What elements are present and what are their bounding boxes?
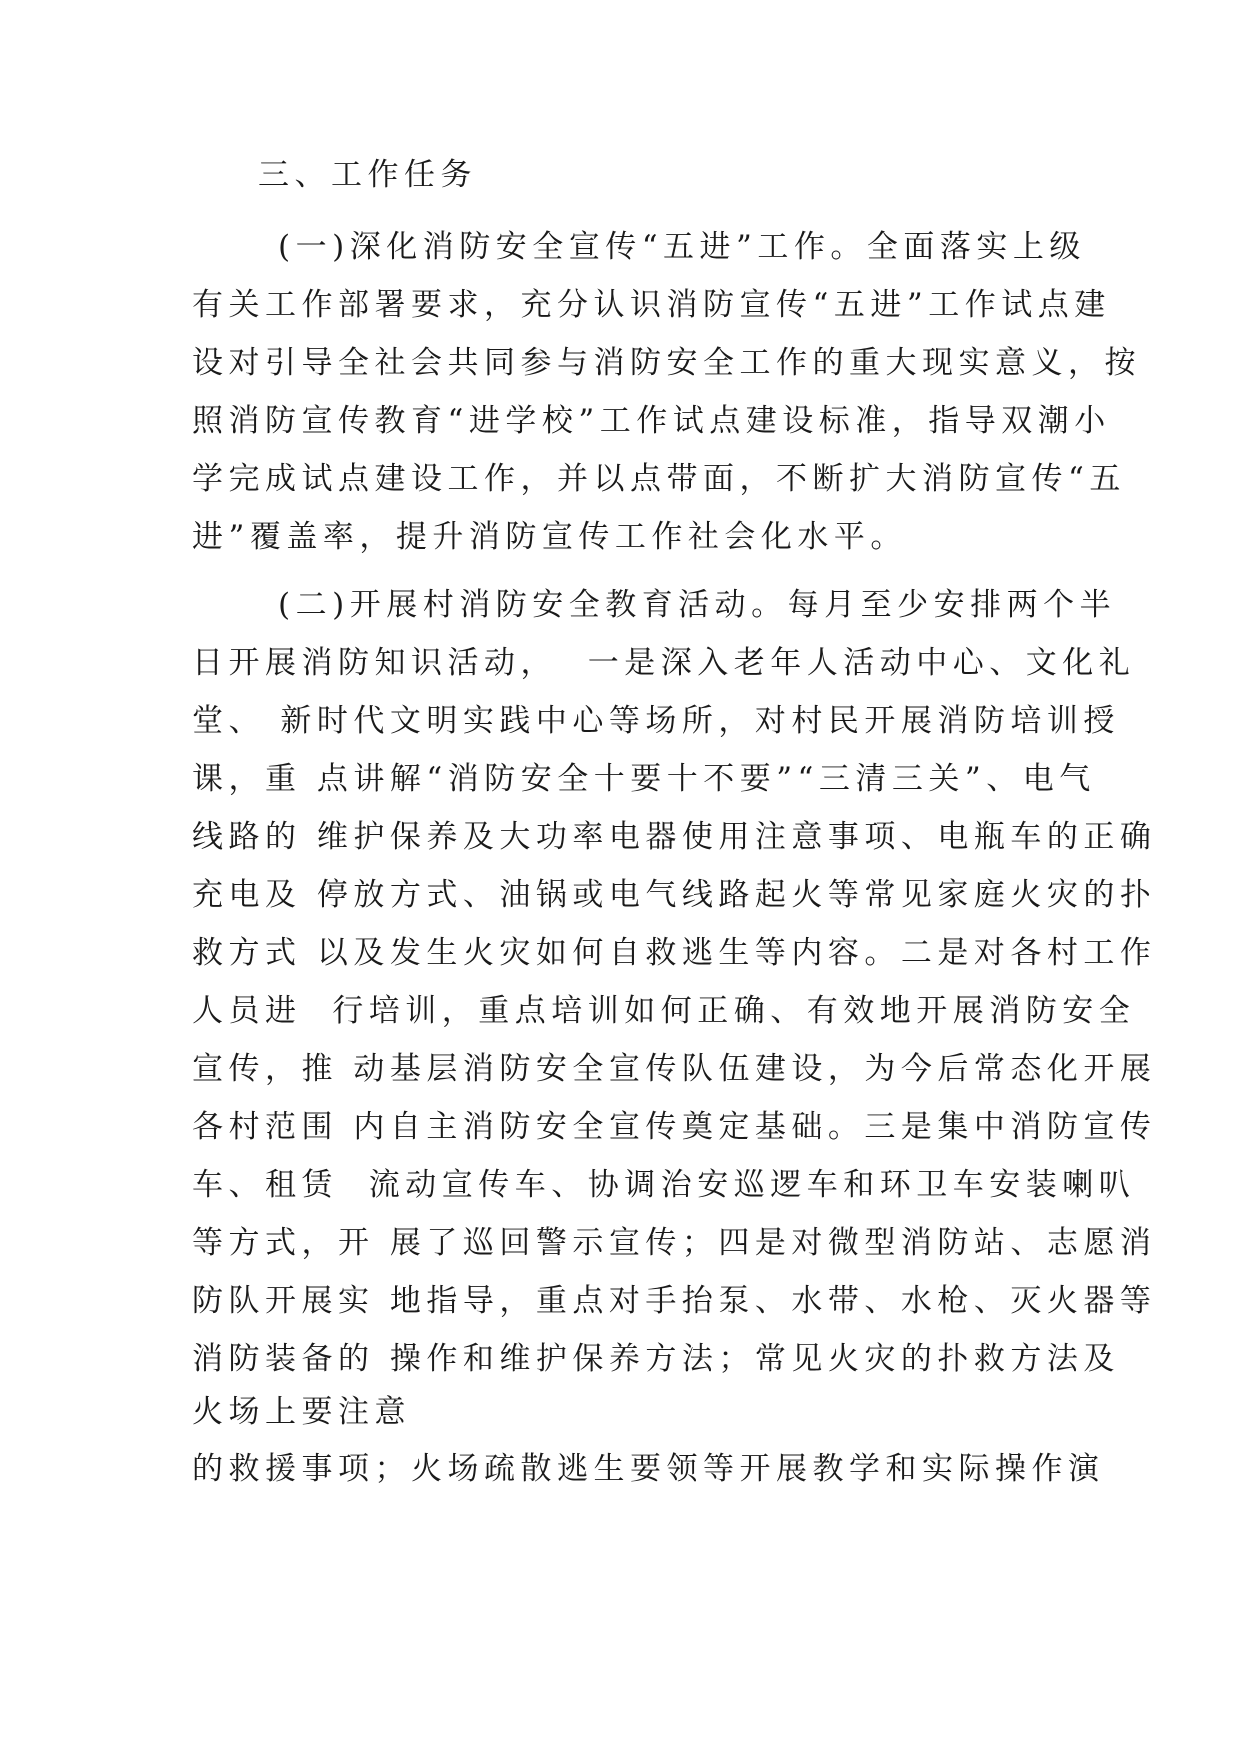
paragraph-line: 充电及 停放方式、油锅或电气线路起火等常见家庭火灾的扑 bbox=[192, 877, 1157, 913]
paragraph-line: (一)深化消防安全宣传“五进”工作。全面落实上级 bbox=[278, 229, 1086, 265]
section-heading: 三、工作任务 bbox=[258, 157, 477, 193]
paragraph-line: 有关工作部署要求，充分认识消防宣传“五进”工作试点建 bbox=[192, 287, 1111, 323]
paragraph-line: 日开展消防知识活动， 一是深入老年人活动中心、文化礼 bbox=[192, 645, 1136, 681]
paragraph-line: 堂、 新时代文明实践中心等场所，对村民开展消防培训授 bbox=[192, 703, 1120, 739]
paragraph-line: 人员进 行培训，重点培训如何正确、有效地开展消防安全 bbox=[192, 993, 1136, 1029]
paragraph-line: 照消防宣传教育“进学校”工作试点建设标准，指导双潮小 bbox=[192, 403, 1111, 439]
paragraph-line: 学完成试点建设工作，并以点带面，不断扩大消防宣传“五 bbox=[192, 461, 1126, 497]
paragraph-line: 设对引导全社会共同参与消防安全工作的重大现实意义，按 bbox=[192, 345, 1141, 381]
paragraph-line: 线路的 维护保养及大功率电器使用注意事项、电瓶车的正确 bbox=[192, 819, 1157, 855]
paragraph-line: 宣传，推 动基层消防安全宣传队伍建设，为今后常态化开展 bbox=[192, 1051, 1157, 1087]
paragraph-line: 消防装备的 操作和维护保养方法；常见火灾的扑救方法及 bbox=[192, 1341, 1120, 1377]
paragraph-line: 救方式 以及发生火灾如何自救逃生等内容。二是对各村工作 bbox=[192, 935, 1157, 971]
paragraph-line: 防队开展实 地指导，重点对手抬泵、水带、水枪、灭火器等 bbox=[192, 1283, 1157, 1319]
paragraph-line: (二)开展村消防安全教育活动。每月至少安排两个半 bbox=[278, 587, 1117, 623]
paragraph-line: 课，重 点讲解“消防安全十要十不要”“三清三关”、电气 bbox=[192, 761, 1096, 797]
paragraph-line: 进”覆盖率，提升消防宣传工作社会化水平。 bbox=[192, 519, 907, 555]
paragraph-line: 车、租赁 流动宣传车、协调治安巡逻车和环卫车安装喇叭 bbox=[192, 1167, 1136, 1203]
paragraph-line: 各村范围 内自主消防安全宣传奠定基础。三是集中消防宣传 bbox=[192, 1109, 1157, 1145]
paragraph-line: 的救援事项；火场疏散逃生要领等开展教学和实际操作演 bbox=[192, 1451, 1105, 1487]
paragraph-line: 火场上要注意 bbox=[192, 1394, 411, 1430]
paragraph-line: 等方式，开 展了巡回警示宣传；四是对微型消防站、志愿消 bbox=[192, 1225, 1157, 1261]
